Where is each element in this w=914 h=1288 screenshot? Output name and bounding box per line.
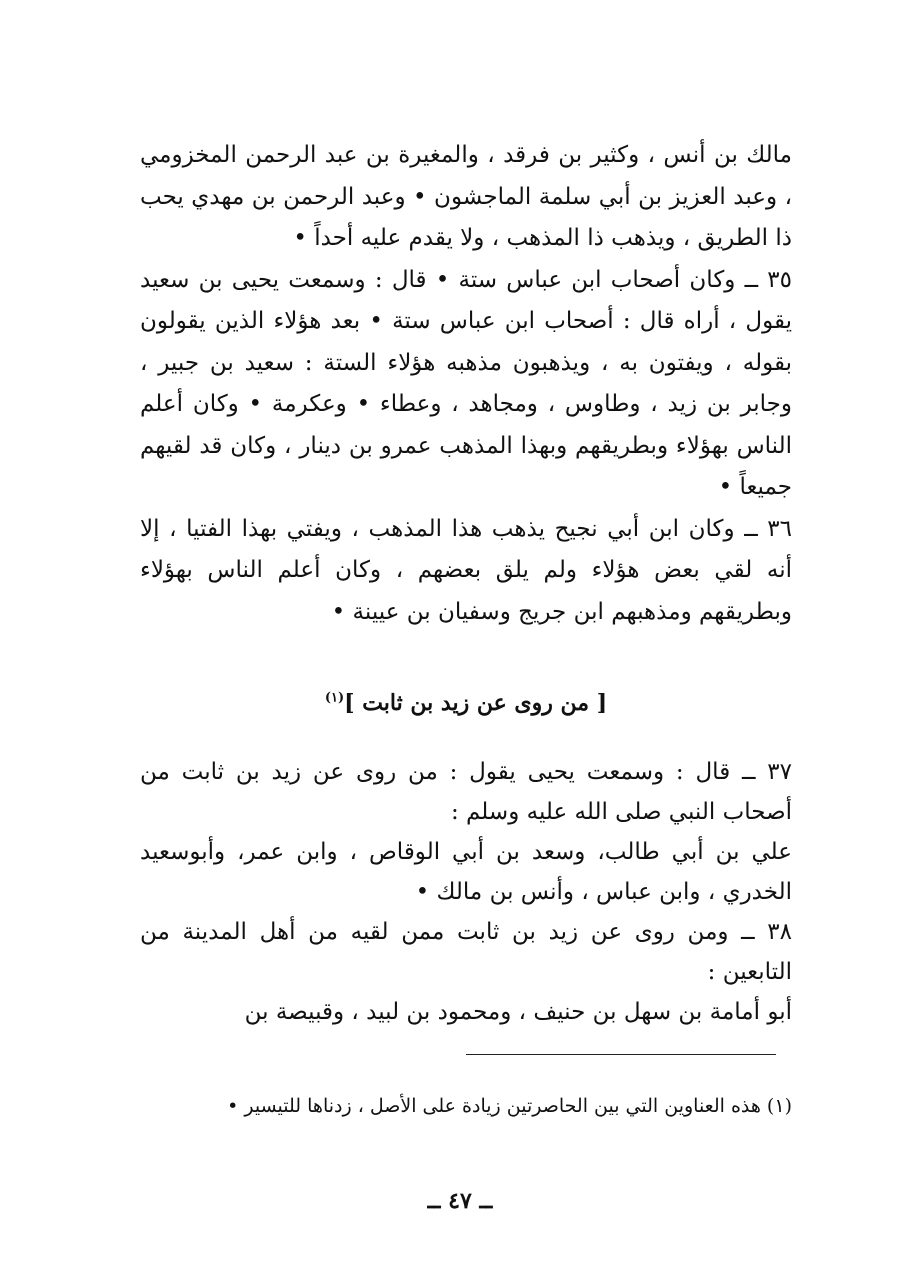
footnote: (١) هذه العناوين التي بين الحاصرتين زيادة على الأصل ، زدناها للتيسير • <box>227 1095 792 1117</box>
page-number: ــ ٤٧ ــ <box>427 1188 493 1214</box>
section-text-block <box>140 752 792 1032</box>
main-text-block <box>140 135 792 633</box>
paragraph-37: ٣٧ ــ قال : وسمعت يحيى يقول : من روى عن زيد بن ثابت من أصحاب النبي صلى الله عليه وسلم : <box>140 759 792 825</box>
footnote-divider <box>466 1054 776 1055</box>
section-heading <box>140 686 792 720</box>
paragraph-35: ٣٥ ــ وكان أصحاب ابن عباس ستة • قال : وسمعت يحيى بن سعيد يقول ، أراه قال : أصحاب ابن عباس ستة • بعد هؤلاء الذين يقولون بقوله ، ويفتون به ، ويذهبون مذهبه هؤلاء الستة : سعيد بن جبير ، وجابر بن زيد ، وطاوس ، ومجاهد ، وعطاء • وعكرمة • وكان أعلم الناس بهؤلاء وبطريقهم وبهذا المذهب عمرو بن دينار ، وكان قد لقيهم جميعاً • <box>140 266 792 500</box>
footnote-marker: (١) <box>324 690 345 706</box>
paragraph-36: ٣٦ ــ وكان ابن أبي نجيح يذهب هذا المذهب ، ويفتي بهذا الفتيا ، إلا أنه لقي بعض هؤلاء ولم يلق بعضهم ، وكان أعلم الناس بهؤلاء وبطريقهم ومذهبهم ابن جريج وسفيان بن عيينة • <box>140 515 792 625</box>
companions-list: علي بن أبي طالب، وسعد بن أبي الوقاص ، وابن عمر، وأبوسعيد الخدري ، وابن عباس ، وأنس بن مالك • <box>140 839 792 905</box>
paragraph-38: ٣٨ ــ ومن روى عن زيد بن ثابت ممن لقيه من أهل المدينة من التابعين : <box>140 919 792 985</box>
paragraph-continuation: مالك بن أنس ، وكثير بن فرقد ، والمغيرة بن عبد الرحمن المخزومي ، وعبد العزيز بن أبي سلمة الماجشون • وعبد الرحمن بن مهدي يحب ذا الطريق ، ويذهب ذا المذهب ، ولا يقدم عليه أحداً • <box>140 142 792 251</box>
section-heading-text: [ من روى عن زيد بن ثابت ] <box>344 690 608 716</box>
tabiin-list: أبو أمامة بن سهل بن حنيف ، ومحمود بن لبيد ، وقبيصة بن <box>244 999 792 1025</box>
